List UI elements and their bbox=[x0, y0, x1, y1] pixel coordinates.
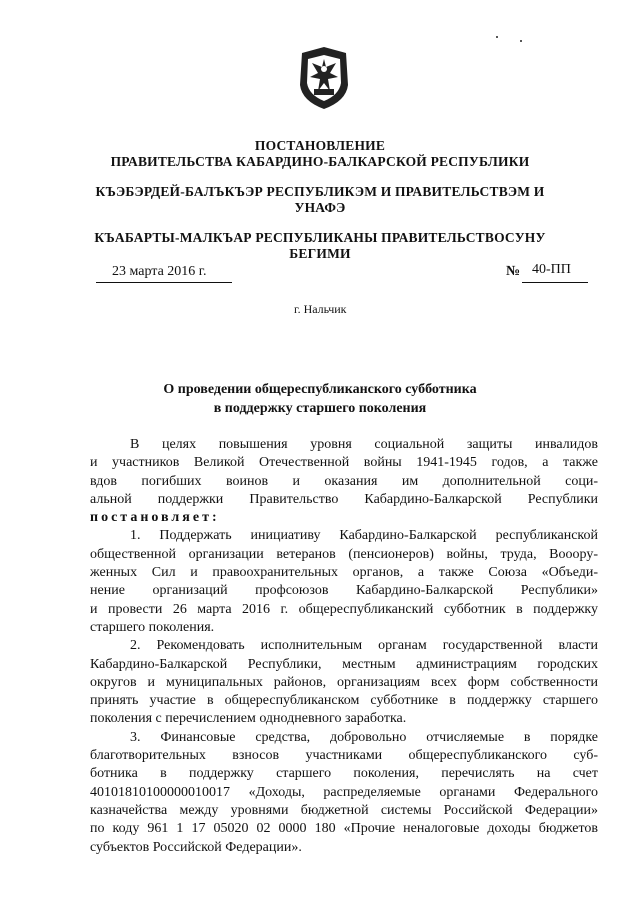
p2-line: округов и муниципальных районов, организациям всех форм собственности bbox=[90, 674, 598, 690]
p2-line: поколения с перечислением однодневного заработка. bbox=[90, 711, 407, 727]
p3-line: 40101810100000010017 «Доходы, распределяемые органами Федерального bbox=[90, 784, 598, 800]
p1-line: женных Сил и правоохранительных органов, а также Союза «Объеди- bbox=[90, 565, 598, 581]
p1-line: 1. Поддержать инициативу Кабардино-Балкарской республиканской bbox=[130, 528, 598, 544]
scan-speck bbox=[496, 36, 498, 38]
p2-line: принять участие в общереспубликанском субботнике в поддержку старшего bbox=[90, 693, 598, 709]
city: г. Нальчик bbox=[294, 302, 347, 316]
p1-line: общественной организации ветеранов (пенсионеров) войны, труда, Вооору- bbox=[90, 546, 598, 562]
p3-line: благотворительных взносов участниками общереспубликанского суб- bbox=[90, 748, 598, 764]
scan-speck bbox=[520, 40, 522, 42]
number-label: № bbox=[506, 264, 521, 279]
number-underline bbox=[522, 282, 588, 283]
issuer-bal-1: КЪАБАРТЫ-МАЛКЪАР РЕСПУБЛИКАНЫ ПРАВИТЕЛЬСТВОСУНУ bbox=[94, 230, 546, 245]
issuer-bal-2: БЕГИМИ bbox=[289, 246, 351, 261]
p3-line: казначейства между уровнями бюджетной системы Российской Федерации» bbox=[90, 802, 598, 818]
p3-line: по коду 961 1 17 05020 02 0000 180 «Прочие неналоговые доходы бюджетов bbox=[90, 821, 598, 837]
p3-line: 3. Финансовые средства, добровольно отчисляемые в порядке bbox=[130, 729, 598, 745]
coat-of-arms-icon bbox=[296, 45, 352, 111]
p1-line: старшего поколения. bbox=[90, 619, 215, 635]
p2-line: 2. Рекомендовать исполнительным органам государственной власти bbox=[130, 638, 598, 654]
decree-verb: постановляет: bbox=[90, 510, 220, 526]
intro-line: и участников Великой Отечественной войны 1941-1945 годов, а также bbox=[90, 455, 598, 471]
p1-line: и провести 26 марта 2016 г. общереспубликанский субботник в поддержку bbox=[90, 601, 598, 617]
p3-line: ботника в поддержку старшего поколения, перечислять на счет bbox=[90, 766, 598, 782]
intro-line: альной поддержки Правительство Кабардино-Балкарской Республики bbox=[90, 491, 598, 507]
decree-body bbox=[90, 436, 598, 857]
issuer-kab-2: УНАФЭ bbox=[294, 200, 346, 215]
decree-number: 40-ПП bbox=[532, 262, 571, 277]
intro-line: вдов погибших воинов и оказания им дополнительной соци- bbox=[90, 473, 598, 489]
date-underline bbox=[96, 282, 232, 283]
issuer-kab-1: КЪЭБЭРДЕЙ-БАЛЪКЪЭР РЕСПУБЛИКЭМ И ПРАВИТЕЛЬСТВЭМ И bbox=[95, 184, 545, 199]
decree-date: 23 марта 2016 г. bbox=[112, 264, 207, 279]
doc-type: ПОСТАНОВЛЕНИЕ bbox=[254, 138, 386, 153]
p3-line: субъектов Российской Федерации». bbox=[90, 839, 302, 855]
p2-line: Кабардино-Балкарской Республики, местным администрациям городских bbox=[90, 656, 598, 672]
decree-title-2: в поддержку старшего поколения bbox=[213, 401, 427, 416]
intro-line: В целях повышения уровня социальной защиты инвалидов bbox=[130, 437, 598, 452]
p1-line: нение организаций профсоюзов Кабардино-Балкарской Республики» bbox=[90, 583, 598, 599]
issuer-ru: ПРАВИТЕЛЬСТВА КАБАРДИНО-БАЛКАРСКОЙ РЕСПУБЛИКИ bbox=[110, 154, 530, 169]
decree-title-1: О проведении общереспубликанского субботника bbox=[163, 382, 477, 397]
